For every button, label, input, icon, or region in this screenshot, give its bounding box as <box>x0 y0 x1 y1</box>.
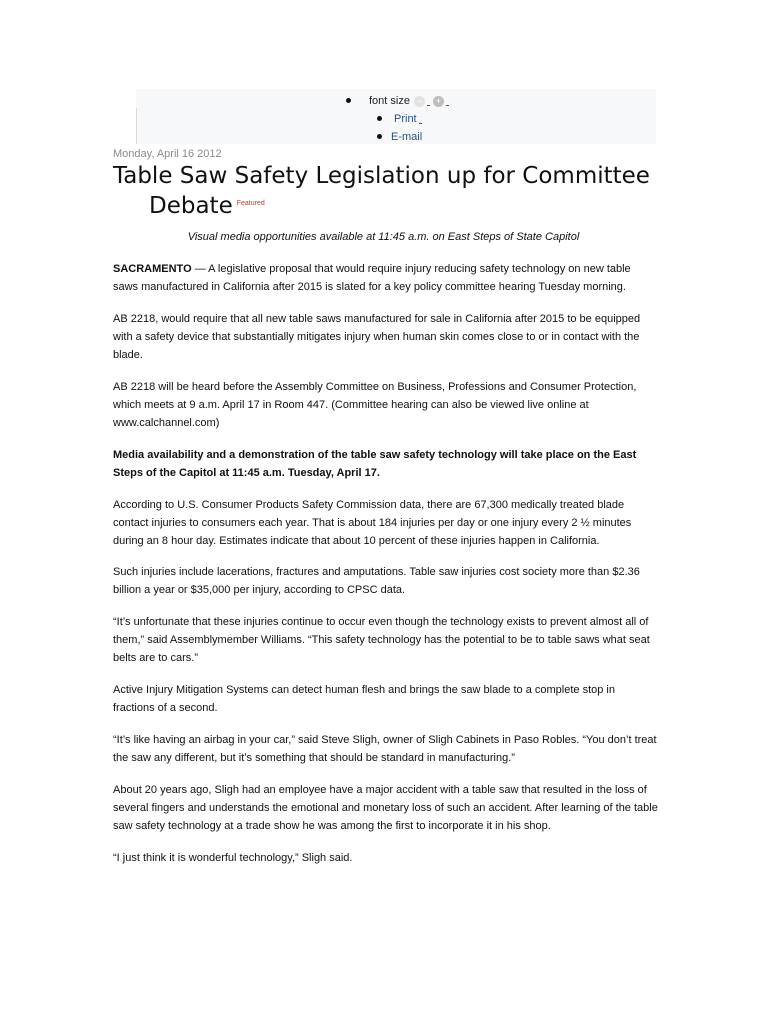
paragraph-2: AB 2218, would require that all new table saws manufactured for sale in California after 2015 to be equipped with a safety device that substantially mitigates injury when human skin comes close to or in contact with the blade. <box>113 313 641 361</box>
email-link[interactable]: E-mail <box>391 131 423 143</box>
paragraph-5: According to U.S. Consumer Products Safety Commission data, there are 67,300 medically treated blade contact injuries to consumers each year. That is about 184 injuries per day or one injury every 2 ½ minutes during an 8 hour day. Estimates indicate that about 10 percent of these injuries happen in California. <box>113 499 632 547</box>
print-link[interactable]: Print <box>394 113 417 125</box>
font-increase-icon[interactable]: + <box>433 96 444 107</box>
email-control[interactable] <box>391 130 422 144</box>
paragraph-11: “I just think it is wonderful technology,” Sligh said. <box>113 852 353 864</box>
paragraph-3: AB 2218 will be heard before the Assembly Committee on Business, Professions and Consumer Protection, which meets at 9 a.m. April 17 in Room 447. (Committee hearing can also be viewed live online at www.calchannel.com) <box>113 381 637 429</box>
bullet-icon <box>377 116 382 121</box>
featured-badge: Featured <box>236 200 265 207</box>
title-line-2: Debate <box>149 193 233 219</box>
paragraph-6: Such injuries include lacerations, fractures and amputations. Table saw injuries cost society more than $2.36 billion a year or $35,000 per injury, according to CPSC data. <box>113 566 640 596</box>
paragraph-1-body: — A legislative proposal that would require injury reducing safety technology on new table saws manufactured in California after 2015 is slated for a key policy committee hearing Tuesday morning. <box>113 263 631 293</box>
font-decrease-icon[interactable]: − <box>414 96 425 107</box>
print-control[interactable] <box>394 112 422 126</box>
bullet-icon <box>346 98 351 103</box>
title-line-1: Table Saw Safety Legislation up for Committee <box>113 163 650 189</box>
paragraph-8: Active Injury Mitigation Systems can detect human flesh and brings the saw blade to a complete stop in fractions of a second. <box>113 684 615 714</box>
font-size-label: font size <box>369 95 410 107</box>
article-subtitle: Visual media opportunities available at 11:45 a.m. on East Steps of State Capitol <box>187 231 580 243</box>
dateline: SACRAMENTO <box>113 263 192 275</box>
font-size-control <box>369 94 449 108</box>
separator-mark <box>419 123 422 124</box>
article-title <box>113 162 673 220</box>
paragraph-4: Media availability and a demonstration of the table saw safety technology will take place on the East Steps of the Capitol at 11:45 a.m. Tuesday, April 17. <box>113 449 637 479</box>
article-date: Monday, April 16 2012 <box>113 148 222 160</box>
toolbar-divider <box>136 108 137 144</box>
paragraph-9: “It’s like having an airbag in your car,” said Steve Sligh, owner of Sligh Cabinets in Paso Robles. “You don’t treat the saw any different, but it’s something that should be standard in manufacturing.” <box>113 734 657 764</box>
paragraph-1 <box>113 260 658 296</box>
paragraph-7: “It’s unfortunate that these injuries continue to occur even though the technology exists to prevent almost all of them,” said Assemblymember Williams. “This safety technology has the potential to be to table saws what seat belts are to cars.” <box>113 616 650 664</box>
separator-mark <box>427 105 430 106</box>
paragraph-10: About 20 years ago, Sligh had an employee have a major accident with a table saw that resulted in the loss of several fingers and understands the emotional and monetary loss of such an accident. After learning of the table saw safety technology at a trade show he was among the first to incorporate it in his shop. <box>113 784 658 832</box>
bullet-icon <box>377 134 382 139</box>
separator-mark <box>446 105 449 106</box>
